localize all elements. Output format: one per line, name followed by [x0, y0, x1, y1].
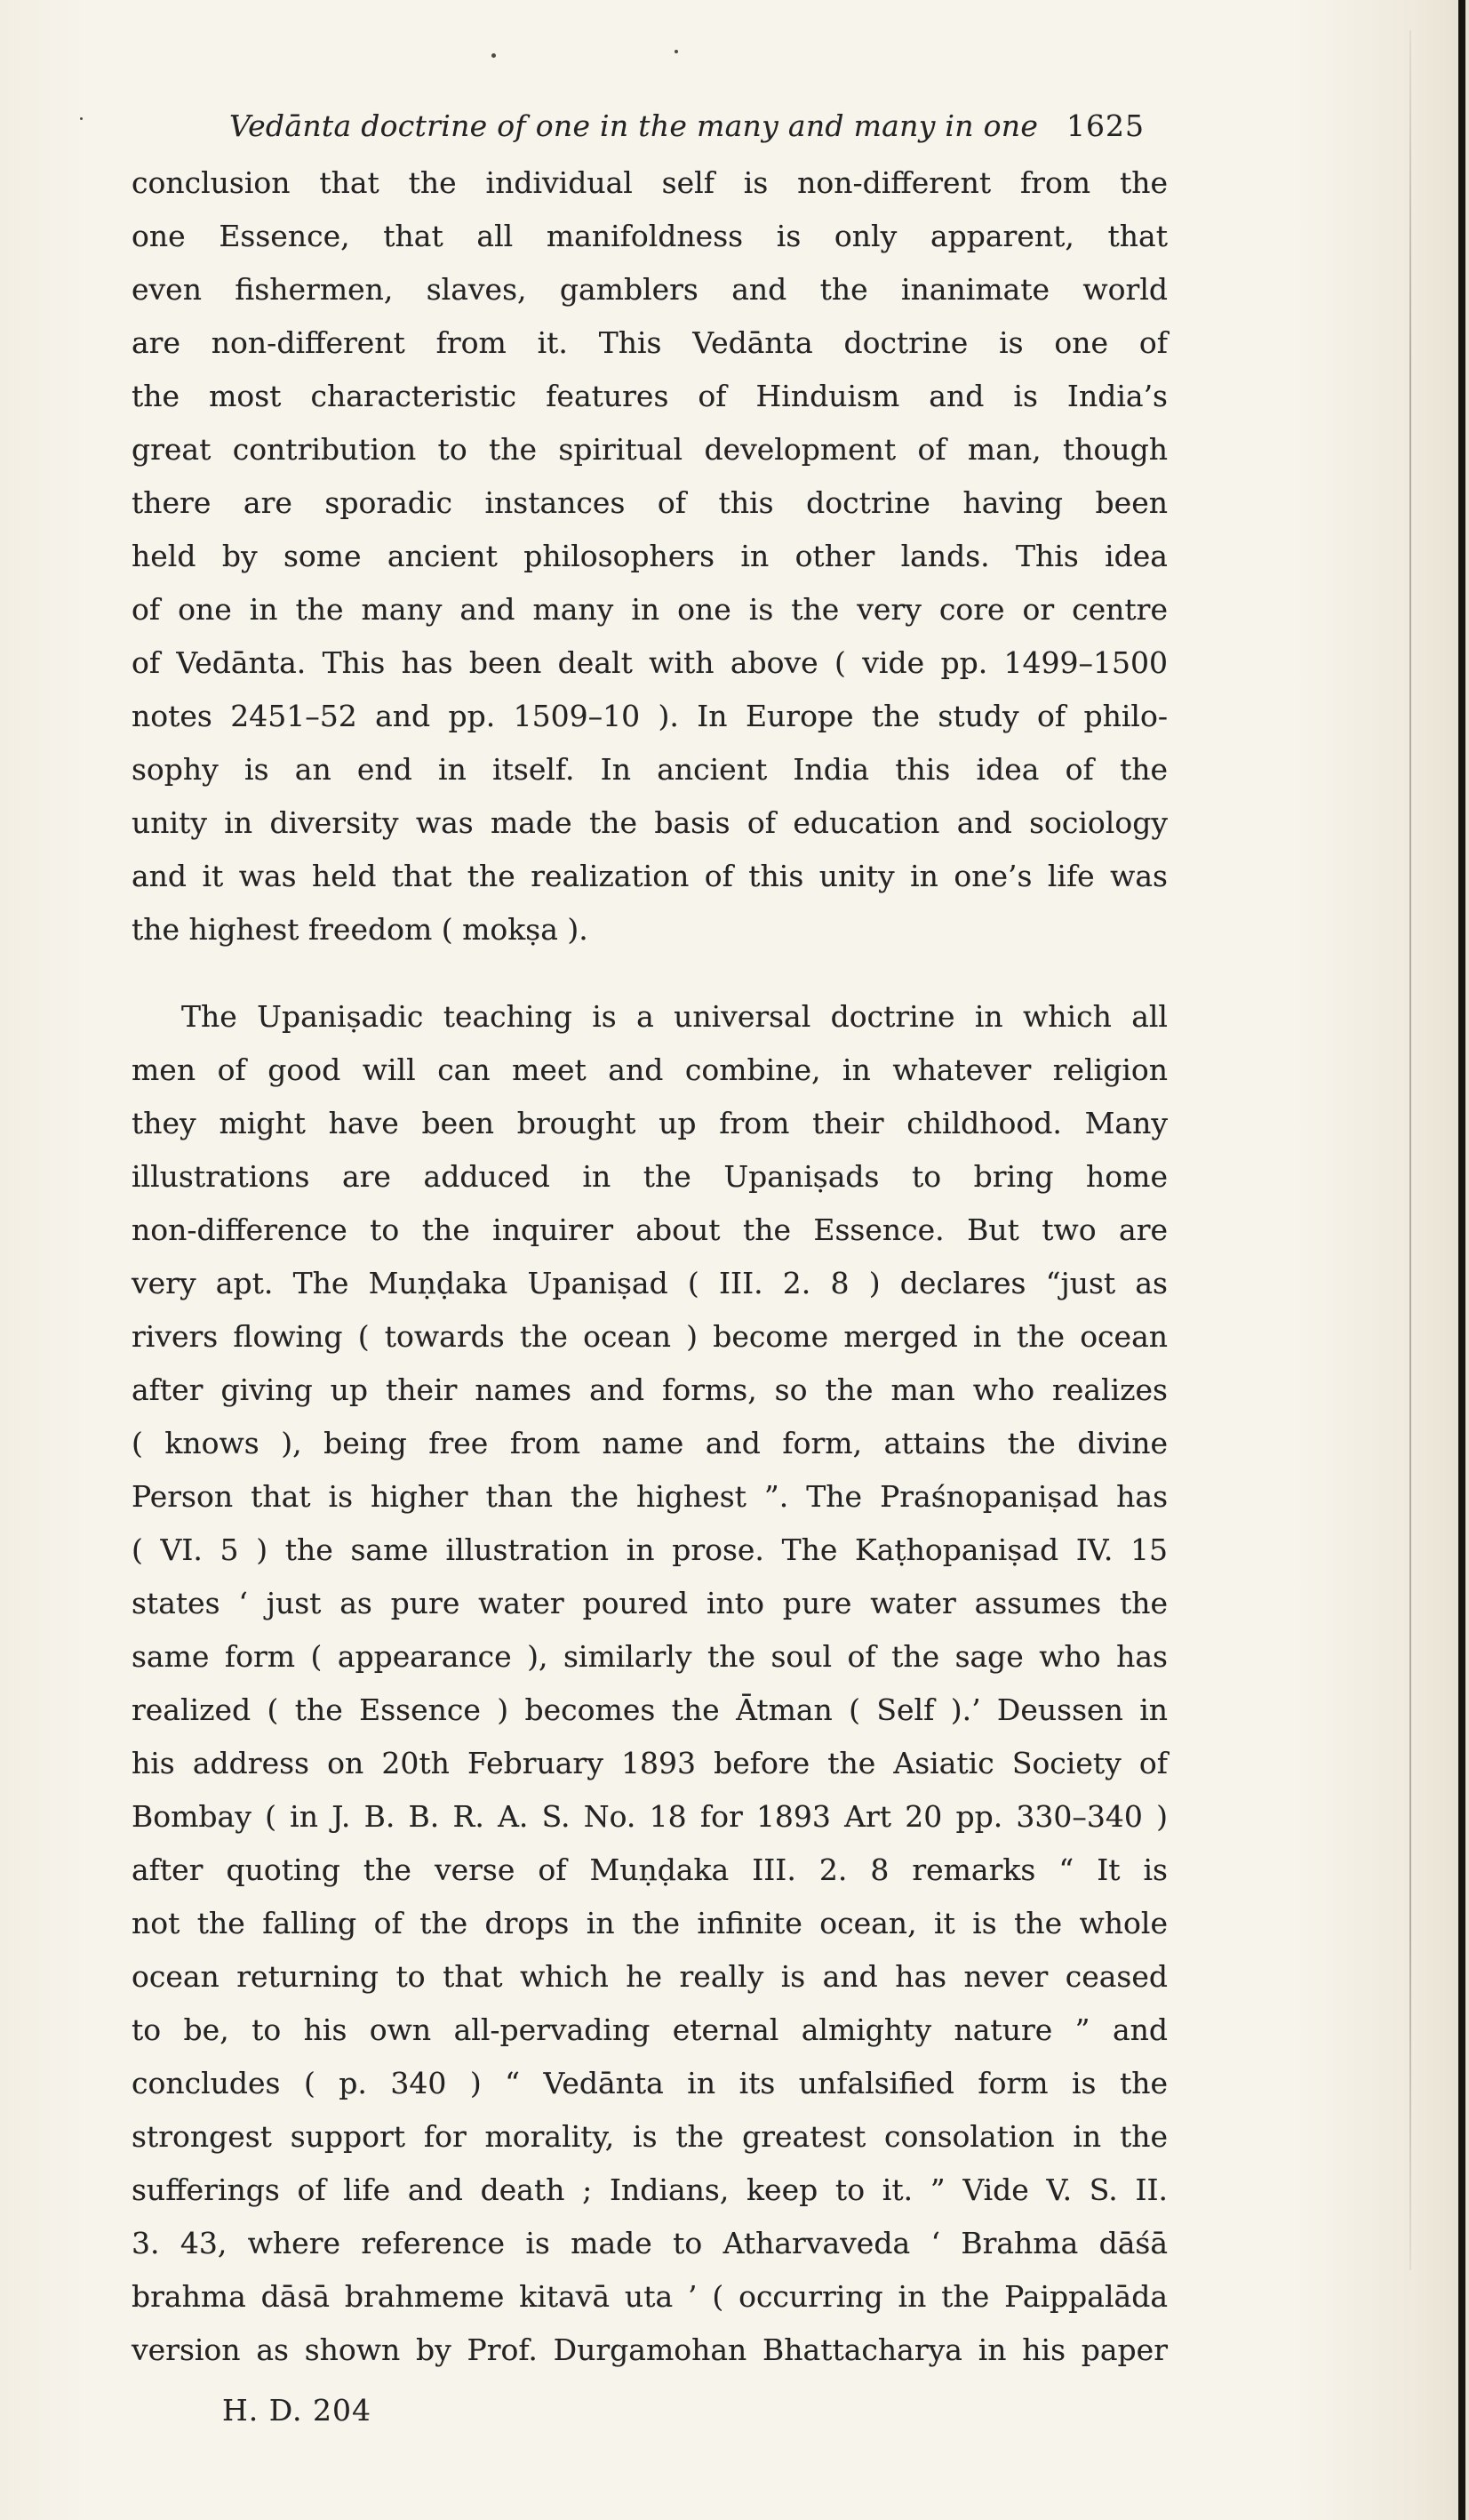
text-line: ( VI. 5 ) the same illustration in prose. The Kaṭhopaniṣad IV. 15	[132, 1532, 1168, 1567]
text-line: and it was held that the realization of this unity in one’s life was	[132, 859, 1168, 893]
text-line: held by some ancient philosophers in other lands. This idea	[132, 539, 1168, 573]
text-line: ocean returning to that which he really is and has never ceased	[132, 1959, 1168, 1994]
text-line: after giving up their names and forms, so the man who realizes	[132, 1372, 1168, 1407]
text-line: even fishermen, slaves, gamblers and the inanimate world	[132, 272, 1168, 307]
text-line: ( knows ), being free from name and form, attains the divine	[132, 1426, 1168, 1460]
text-line: illustrations are adduced in the Upaniṣads to bring home	[132, 1159, 1168, 1194]
text-line: The Upaniṣadic teaching is a universal doctrine in which all	[181, 999, 1168, 1034]
text-line: very apt. The Muṇḍaka Upaniṣad ( III. 2. 8 ) declares “just as	[132, 1266, 1168, 1300]
text-line: notes 2451–52 and pp. 1509–10 ). In Europe the study of philo-	[132, 699, 1168, 733]
text-line: great contribution to the spiritual development of man, though	[132, 432, 1168, 467]
text-line: after quoting the verse of Muṇḍaka III. 2. 8 remarks “ It is	[132, 1852, 1168, 1887]
text-line: Bombay ( in J. B. B. R. A. S. No. 18 for 1893 Art 20 pp. 330–340 )	[132, 1799, 1168, 1834]
text-line: men of good will can meet and combine, in whatever religion	[132, 1052, 1168, 1087]
text-line: of Vedānta. This has been dealt with above ( vide pp. 1499–1500	[132, 645, 1168, 680]
text-line: rivers flowing ( towards the ocean ) become merged in the ocean	[132, 1319, 1168, 1354]
text-line: concludes ( p. 340 ) “ Vedānta in its unfalsified form is the	[132, 2066, 1168, 2100]
text-line: version as shown by Prof. Durgamohan Bhattacharya in his paper	[132, 2332, 1168, 2367]
text-line: sophy is an end in itself. In ancient India this idea of the	[132, 752, 1168, 787]
text-line: states ‘ just as pure water poured into pure water assumes the	[132, 1586, 1168, 1620]
paragraph	[132, 156, 1168, 956]
page-number: 1625	[1066, 108, 1145, 143]
text-line: brahma dāsā brahmeme kitavā uta ’ ( occurring in the Paippalāda	[132, 2279, 1168, 2314]
text-line: one Essence, that all manifoldness is only apparent, that	[132, 219, 1168, 253]
text-line: 3. 43, where reference is made to Atharvaveda ‘ Brahma dāśā	[132, 2226, 1168, 2260]
text-line: not the falling of the drops in the infinite ocean, it is the whole	[132, 1906, 1168, 1940]
scan-speck	[675, 50, 678, 53]
text-line: his address on 20th February 1893 before the Asiatic Society of	[132, 1746, 1168, 1780]
text-line: to be, to his own all-pervading eternal almighty nature ” and	[132, 2012, 1168, 2047]
text-line: same form ( appearance ), similarly the soul of the sage who has	[132, 1639, 1168, 1674]
text-line: Person that is higher than the highest ”. The Praśnopaniṣad has	[132, 1479, 1168, 1514]
running-header	[229, 108, 1145, 143]
text-line: unity in diversity was made the basis of education and sociology	[132, 805, 1168, 840]
scan-speck	[491, 53, 496, 58]
text-line: the highest freedom ( mokṣa ).	[132, 912, 588, 947]
text-line: non-difference to the inquirer about the Essence. But two are	[132, 1212, 1168, 1247]
text-line: sufferings of life and death ; Indians, keep to it. ” Vide V. S. II.	[132, 2172, 1168, 2207]
text-line: are non-different from it. This Vedānta doctrine is one of	[132, 325, 1168, 360]
page-crease-line	[1409, 30, 1411, 2270]
text-line: of one in the many and many in one is the very core or centre	[132, 592, 1168, 627]
scan-edge-bar	[1458, 0, 1465, 2520]
footer-signature: H. D. 204	[222, 2393, 372, 2428]
text-line: conclusion that the individual self is non-different from the	[132, 165, 1168, 200]
page-body	[132, 156, 1168, 2377]
paragraph	[132, 990, 1168, 2377]
running-header-title: Vedānta doctrine of one in the many and many in one	[229, 108, 1039, 143]
scan-speck	[80, 117, 83, 120]
text-line: there are sporadic instances of this doctrine having been	[132, 485, 1168, 520]
text-line: the most characteristic features of Hinduism and is India’s	[132, 379, 1168, 413]
text-line: they might have been brought up from their childhood. Many	[132, 1106, 1168, 1140]
text-line: realized ( the Essence ) becomes the Ātman ( Self ).’ Deussen in	[132, 1692, 1168, 1727]
text-line: strongest support for morality, is the greatest consolation in the	[132, 2119, 1168, 2154]
